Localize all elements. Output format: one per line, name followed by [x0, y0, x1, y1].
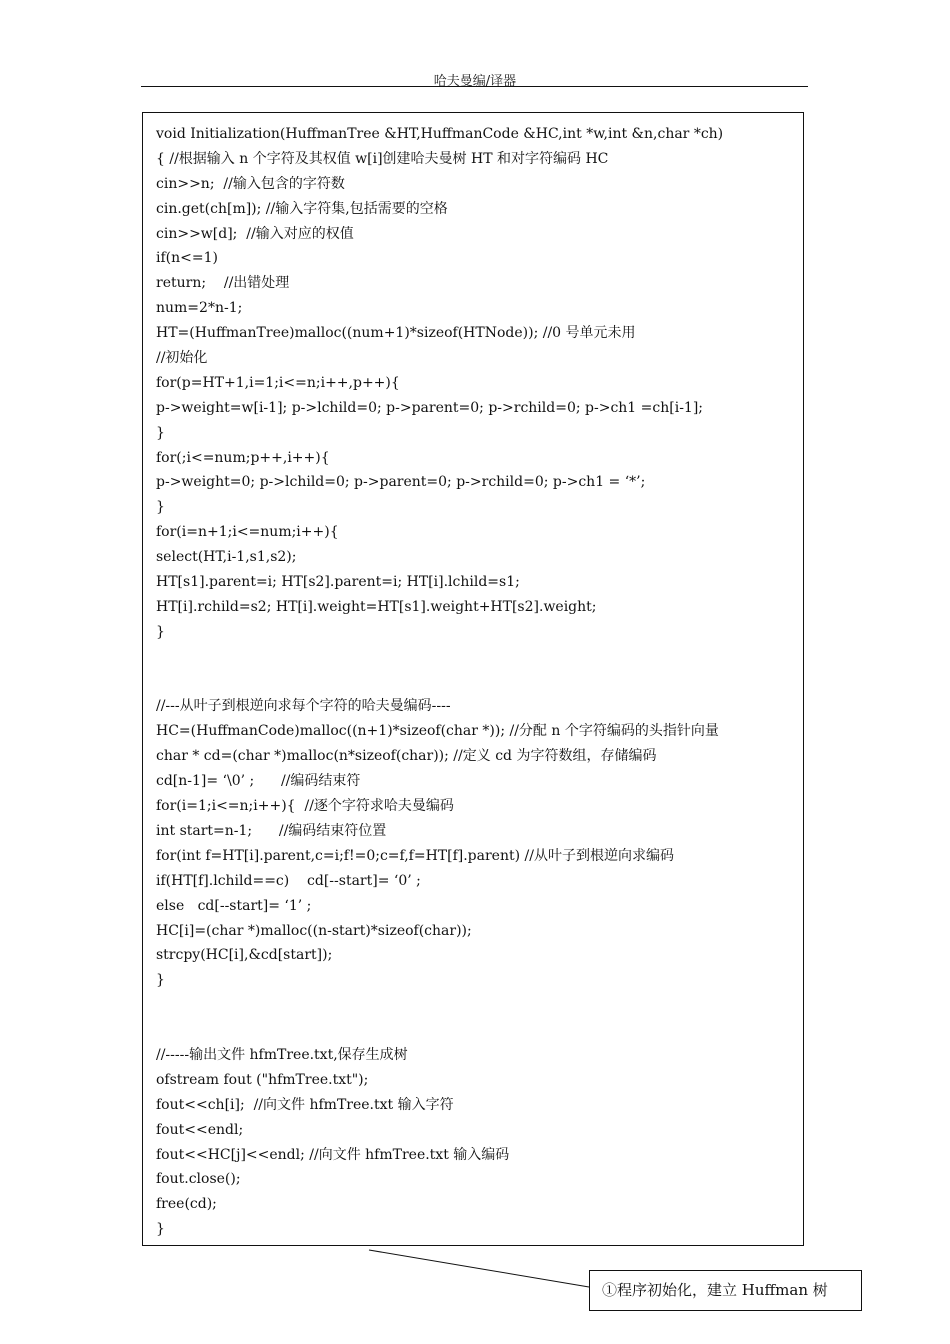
code-line: } [156, 623, 165, 640]
code-line: fout<<ch[i]; //向文件 hfmTree.txt 输入字符 [156, 1096, 454, 1113]
code-line: cin.get(ch[m]); //输入字符集,包括需要的空格 [156, 200, 448, 217]
page-header-title: 哈夫曼编/译器 [433, 74, 517, 89]
code-line: fout.close(); [156, 1171, 241, 1188]
code-line: int start=n-1; //编码结束符位置 [156, 822, 387, 839]
code-line: if(n<=1) [156, 250, 218, 267]
code-line: } [156, 1221, 165, 1238]
code-line: for(;i<=num;p++,i++){ [156, 449, 330, 466]
code-line: //初始化 [156, 350, 208, 367]
code-line: fout<<endl; [156, 1121, 244, 1138]
code-line: HT=(HuffmanTree)malloc((num+1)*sizeof(HTNode)); //0 号单元未用 [156, 325, 636, 342]
code-line: fout<<HC[j]<<endl; //向文件 hfmTree.txt 输入编码 [156, 1146, 510, 1163]
code-line: cin>>n; //输入包含的字符数 [156, 175, 345, 192]
code-line: p->weight=0; p->lchild=0; p->parent=0; p->rchild=0; p->ch1 = ‘*’; [156, 474, 646, 491]
code-line: } [156, 972, 165, 989]
code-line: //-----输出文件 hfmTree.txt,保存生成树 [156, 1046, 408, 1063]
callout-text: ①程序初始化，建立 Huffman 树 [602, 1281, 828, 1299]
code-line: HT[i].rchild=s2; HT[i].weight=HT[s1].weight+HT[s2].weight; [156, 598, 597, 615]
code-line: select(HT,i-1,s1,s2); [156, 549, 297, 566]
code-line: void Initialization(HuffmanTree &HT,HuffmanCode &HC,int *w,int &n,char *ch) [156, 126, 724, 142]
code-line: free(cd); [156, 1196, 217, 1213]
code-line: for(int f=HT[i].parent,c=i;f!=0;c=f,f=HT[f].parent) //从叶子到根逆向求编码 [156, 847, 674, 864]
code-line: for(i=n+1;i<=num;i++){ [156, 524, 339, 541]
code-line: } [156, 499, 165, 516]
code-line: char * cd=(char *)malloc(n*sizeof(char)); //定义 cd 为字符数组，存储编码 [156, 748, 657, 765]
code-line: if(HT[f].lchild==c) cd[--start]= ‘0’ ; [156, 872, 421, 889]
code-line: cin>>w[d]; //输入对应的权值 [156, 225, 354, 242]
code-line: HT[s1].parent=i; HT[s2].parent=i; HT[i].lchild=s1; [156, 574, 520, 591]
code-line: p->weight=w[i-1]; p->lchild=0; p->parent=0; p->rchild=0; p->ch1 =ch[i-1]; [156, 399, 704, 416]
code-line: HC=(HuffmanCode)malloc((n+1)*sizeof(char *)); //分配 n 个字符编码的头指针向量 [156, 723, 719, 740]
callout-annotation [589, 1270, 862, 1311]
code-line: ofstream fout ("hfmTree.txt"); [156, 1071, 369, 1088]
code-line: return; //出错处理 [156, 275, 290, 292]
code-line: HC[i]=(char *)malloc((n-start)*sizeof(char)); [156, 922, 472, 939]
code-line: for(i=1;i<=n;i++){ //逐个字符求哈夫曼编码 [156, 798, 454, 815]
code-line: num=2*n-1; [156, 300, 243, 317]
code-line: for(p=HT+1,i=1;i<=n;i++,p++){ [156, 374, 400, 391]
code-line: { //根据输入 n 个字符及其权值 w[i]创建哈夫曼树 HT 和对字符编码 HC [156, 150, 609, 167]
code-line: else cd[--start]= ‘1’ ; [156, 897, 312, 914]
code-line: cd[n-1]= ‘\0’ ; //编码结束符 [156, 773, 361, 790]
code-line: strcpy(HC[i],&cd[start]); [156, 947, 333, 964]
code-line: } [156, 424, 165, 441]
code-line: //---从叶子到根逆向求每个字符的哈夫曼编码---- [156, 698, 451, 715]
